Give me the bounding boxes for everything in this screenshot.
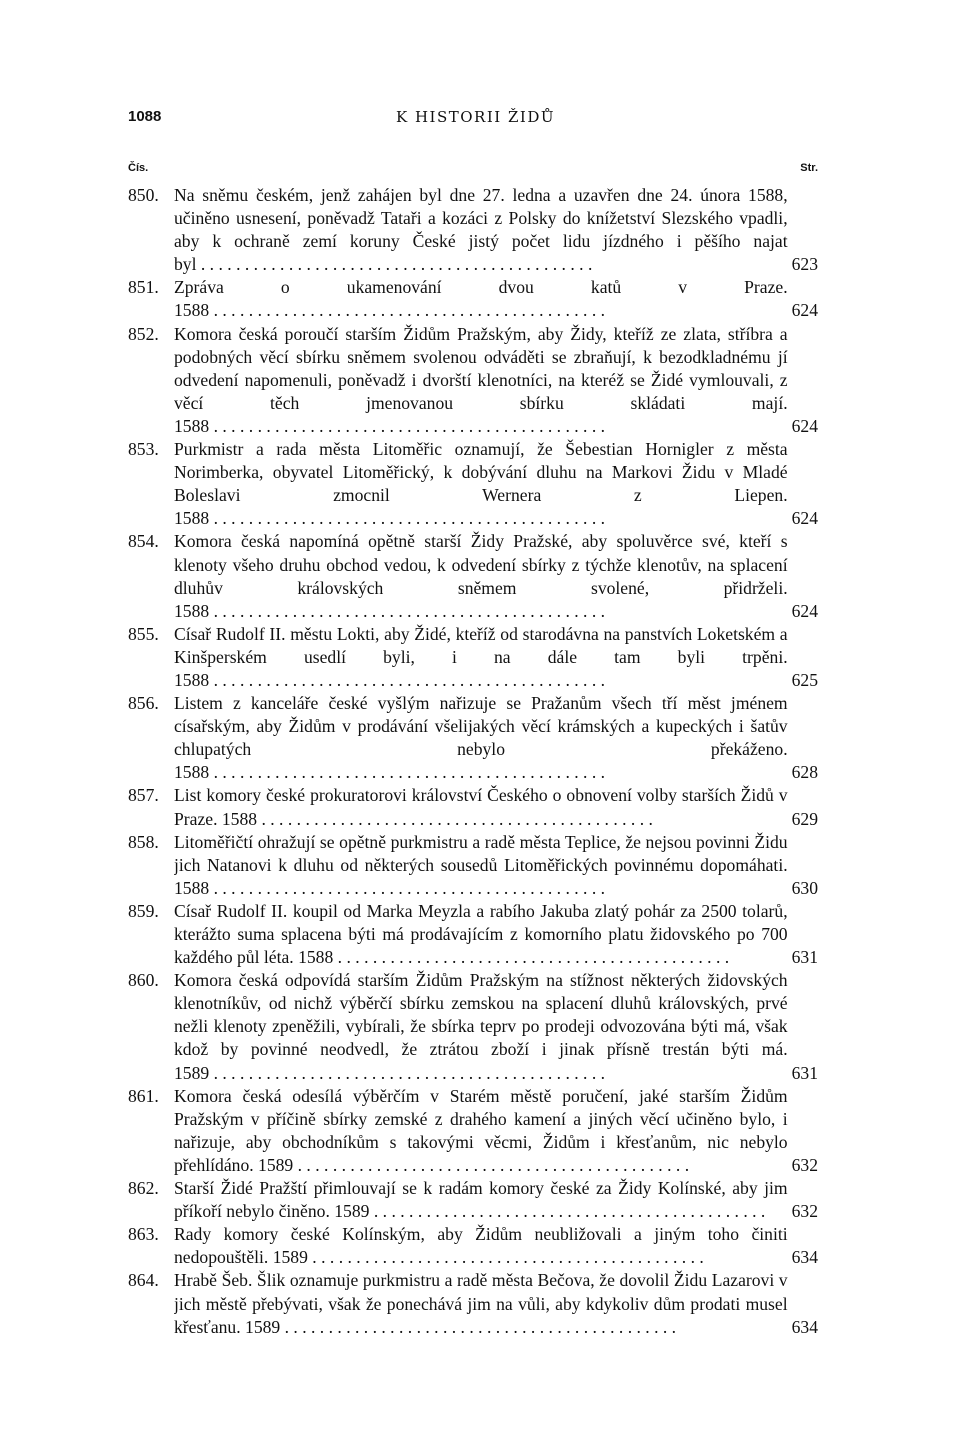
entry-page: 625 <box>791 669 818 690</box>
entry-page: 629 <box>791 808 818 829</box>
entry-number: 854. <box>128 531 159 552</box>
list-item <box>128 438 818 530</box>
entry-text: Purkmistr a rada města Litoměřic oznamují, že Šebestian Hornigler z města Norimberka, obyvatel Litoměřický, k dobývání dluhu na Markovi Židu v Mladé Boleslavi zmocnil Wernera z Liepen. 1588 . . . <box>174 439 788 528</box>
entry-page: 624 <box>791 600 818 621</box>
page-number: 1088 <box>128 108 162 125</box>
entry-number: 856. <box>128 693 159 714</box>
entry-text: Zpráva o ukamenování dvou katů v Praze. 1588 . . . <box>174 277 788 320</box>
list-item <box>128 276 818 322</box>
entry-text: Starší Židé Pražští přimlouvají se k radám komory české za Židy Kolínské, aby jim příkoří nebylo činěno. 1589 . . . <box>174 1178 788 1221</box>
entry-page: 624 <box>791 415 818 436</box>
list-item <box>128 184 818 276</box>
list-item <box>128 784 818 830</box>
list-item <box>128 1223 818 1269</box>
entry-page: 624 <box>791 508 818 529</box>
list-item <box>128 530 818 622</box>
entry-number: 853. <box>128 439 159 460</box>
entry-number: 859. <box>128 900 159 921</box>
list-item <box>128 623 818 692</box>
entry-text: Císař Rudolf II. městu Lokti, aby Židé, kteříž od starodávna na panstvích Loketském a Kinšperském usedlí byli, i na dále tam byli trpěni. 1588 . . . <box>174 624 788 690</box>
entry-page: 631 <box>791 947 818 968</box>
list-item <box>128 1177 818 1223</box>
page-header <box>128 100 818 140</box>
entry-text: Komora česká odpovídá starším Židům Pražským na stížnost některých židovských klenotníkův, od nichž výběrčí sbírku zemskou na splacení dluhů královských, prvé nežli klenoty zpeněžili, vybírali, že sbírka teprv po prodeji odvozována býti má, však kdož by povinné neodvedl, že ztrátou zboží i jinak přísně trestán býti má. 1589 . . . <box>174 970 788 1082</box>
entry-page: 628 <box>791 762 818 783</box>
entry-page: 623 <box>791 254 818 275</box>
entry-number: 863. <box>128 1224 159 1245</box>
entry-list <box>128 184 818 1339</box>
entry-text: Na sněmu českém, jenž zahájen byl dne 27. ledna a uzavřen dne 24. února 1588, učiněno usnesení, poněvadž Tataři a kozáci z Polsky do knížetství Slezského vpadli, aby k ochraně zemí koruny České jistý počet lidu jízdného i pěšího najat byl . . . <box>174 185 788 274</box>
entry-number: 851. <box>128 277 159 298</box>
entry-page: 631 <box>791 1062 818 1083</box>
entry-number: 855. <box>128 623 159 644</box>
entry-text: Rady komory české Kolínským, aby Židům neubližovali a jiným toho činiti nedopouštěli. 1589 . . . <box>174 1224 788 1267</box>
list-item <box>128 323 818 438</box>
book-page <box>128 100 818 1339</box>
list-item <box>128 831 818 900</box>
entry-page: 634 <box>791 1247 818 1268</box>
entry-number: 864. <box>128 1270 159 1291</box>
entry-text: Císař Rudolf II. koupil od Marka Meyzla a rabího Jakuba zlatý pohár za 2500 tolarů, kterážto suma splacena býti má prodávajícím z komorního platu židovského po 700 každého půl léta. 1588 . . . <box>174 901 788 967</box>
column-headings <box>128 158 818 182</box>
list-item <box>128 1269 818 1338</box>
entry-text: Komora česká napomíná opětně starší Židy Pražské, aby spoluvěrce své, kteří s klenoty všeho druhu obchod vedou, k odvedení sbírky z týchže klenotův, na splacení dluhův královských sněmem svolené, přidrželi. 1588 . . . <box>174 531 788 620</box>
entry-page: 624 <box>791 300 818 321</box>
entry-number: 852. <box>128 323 159 344</box>
entry-page: 632 <box>791 1201 818 1222</box>
entry-text: Litoměřičtí ohražují se opětně purkmistru a radě města Teplice, že nejsou povinni Židu jich Natanovi k dluhu od některých sousedů Litoměřických povinnému dopomáhati. 1588 . . . <box>174 832 788 898</box>
entry-text: Komora česká odesílá výběrčím v Starém městě poručení, jaké starším Židům Pražským v příčině sbírky zemské z drahého kamení a jiných věcí učiněno bylo, i nařizuje, aby obchodníkům s takovými věcmi, Židům i křesťanům, nic nebylo přehlídáno. 1589 . . . <box>174 1086 788 1175</box>
list-item <box>128 692 818 784</box>
list-item <box>128 1085 818 1177</box>
entry-number: 850. <box>128 185 159 205</box>
running-title: K HISTORII ŽIDŮ <box>396 108 555 126</box>
list-item <box>128 900 818 969</box>
entry-text: Hrabě Šeb. Šlik oznamuje purkmistru a radě města Bečova, že dovolil Židu Lazarovi v jich městě přebývati, však že ponechává jim na vůli, aby kdykoliv dům prodati musel křesťanu. 1589 . . . <box>174 1270 788 1336</box>
entry-number: 857. <box>128 785 159 806</box>
entry-page: 632 <box>791 1154 818 1175</box>
entry-text: Komora česká poroučí starším Židům Pražským, aby Židy, kteříž ze zlata, stříbra a podobných věcí sbírku sněmem svolenou odváděti se zbraňují, k bezodkladnému jí odvedení napomenuli, poněvadž i dvorští klenotníci, na kteréž se Židé vymlouvali, z věcí těch jmenovanou sbírku skládati mají. 1588 . . . <box>174 324 788 436</box>
entry-text: Listem z kanceláře české vyšlým nařizuje se Pražanům všech tří měst jménem císařským, aby Židům v prodávání všelijakých věcí krámských a kupeckých i šatův chlupatých nebylo překáženo. 1588 . . . <box>174 693 788 782</box>
entry-number: 861. <box>128 1085 159 1106</box>
entry-page: 630 <box>791 877 818 898</box>
entry-number: 862. <box>128 1178 159 1199</box>
column-heading-page: Str. <box>800 162 818 174</box>
entry-number: 858. <box>128 831 159 852</box>
list-item <box>128 969 818 1084</box>
entry-text: List komory české prokuratorovi království Českého o obnovení volby starších Židů v Praze. 1588 . . . <box>174 785 788 828</box>
entry-number: 860. <box>128 970 159 991</box>
column-heading-number: Čís. <box>128 162 149 174</box>
entry-page: 634 <box>791 1316 818 1337</box>
